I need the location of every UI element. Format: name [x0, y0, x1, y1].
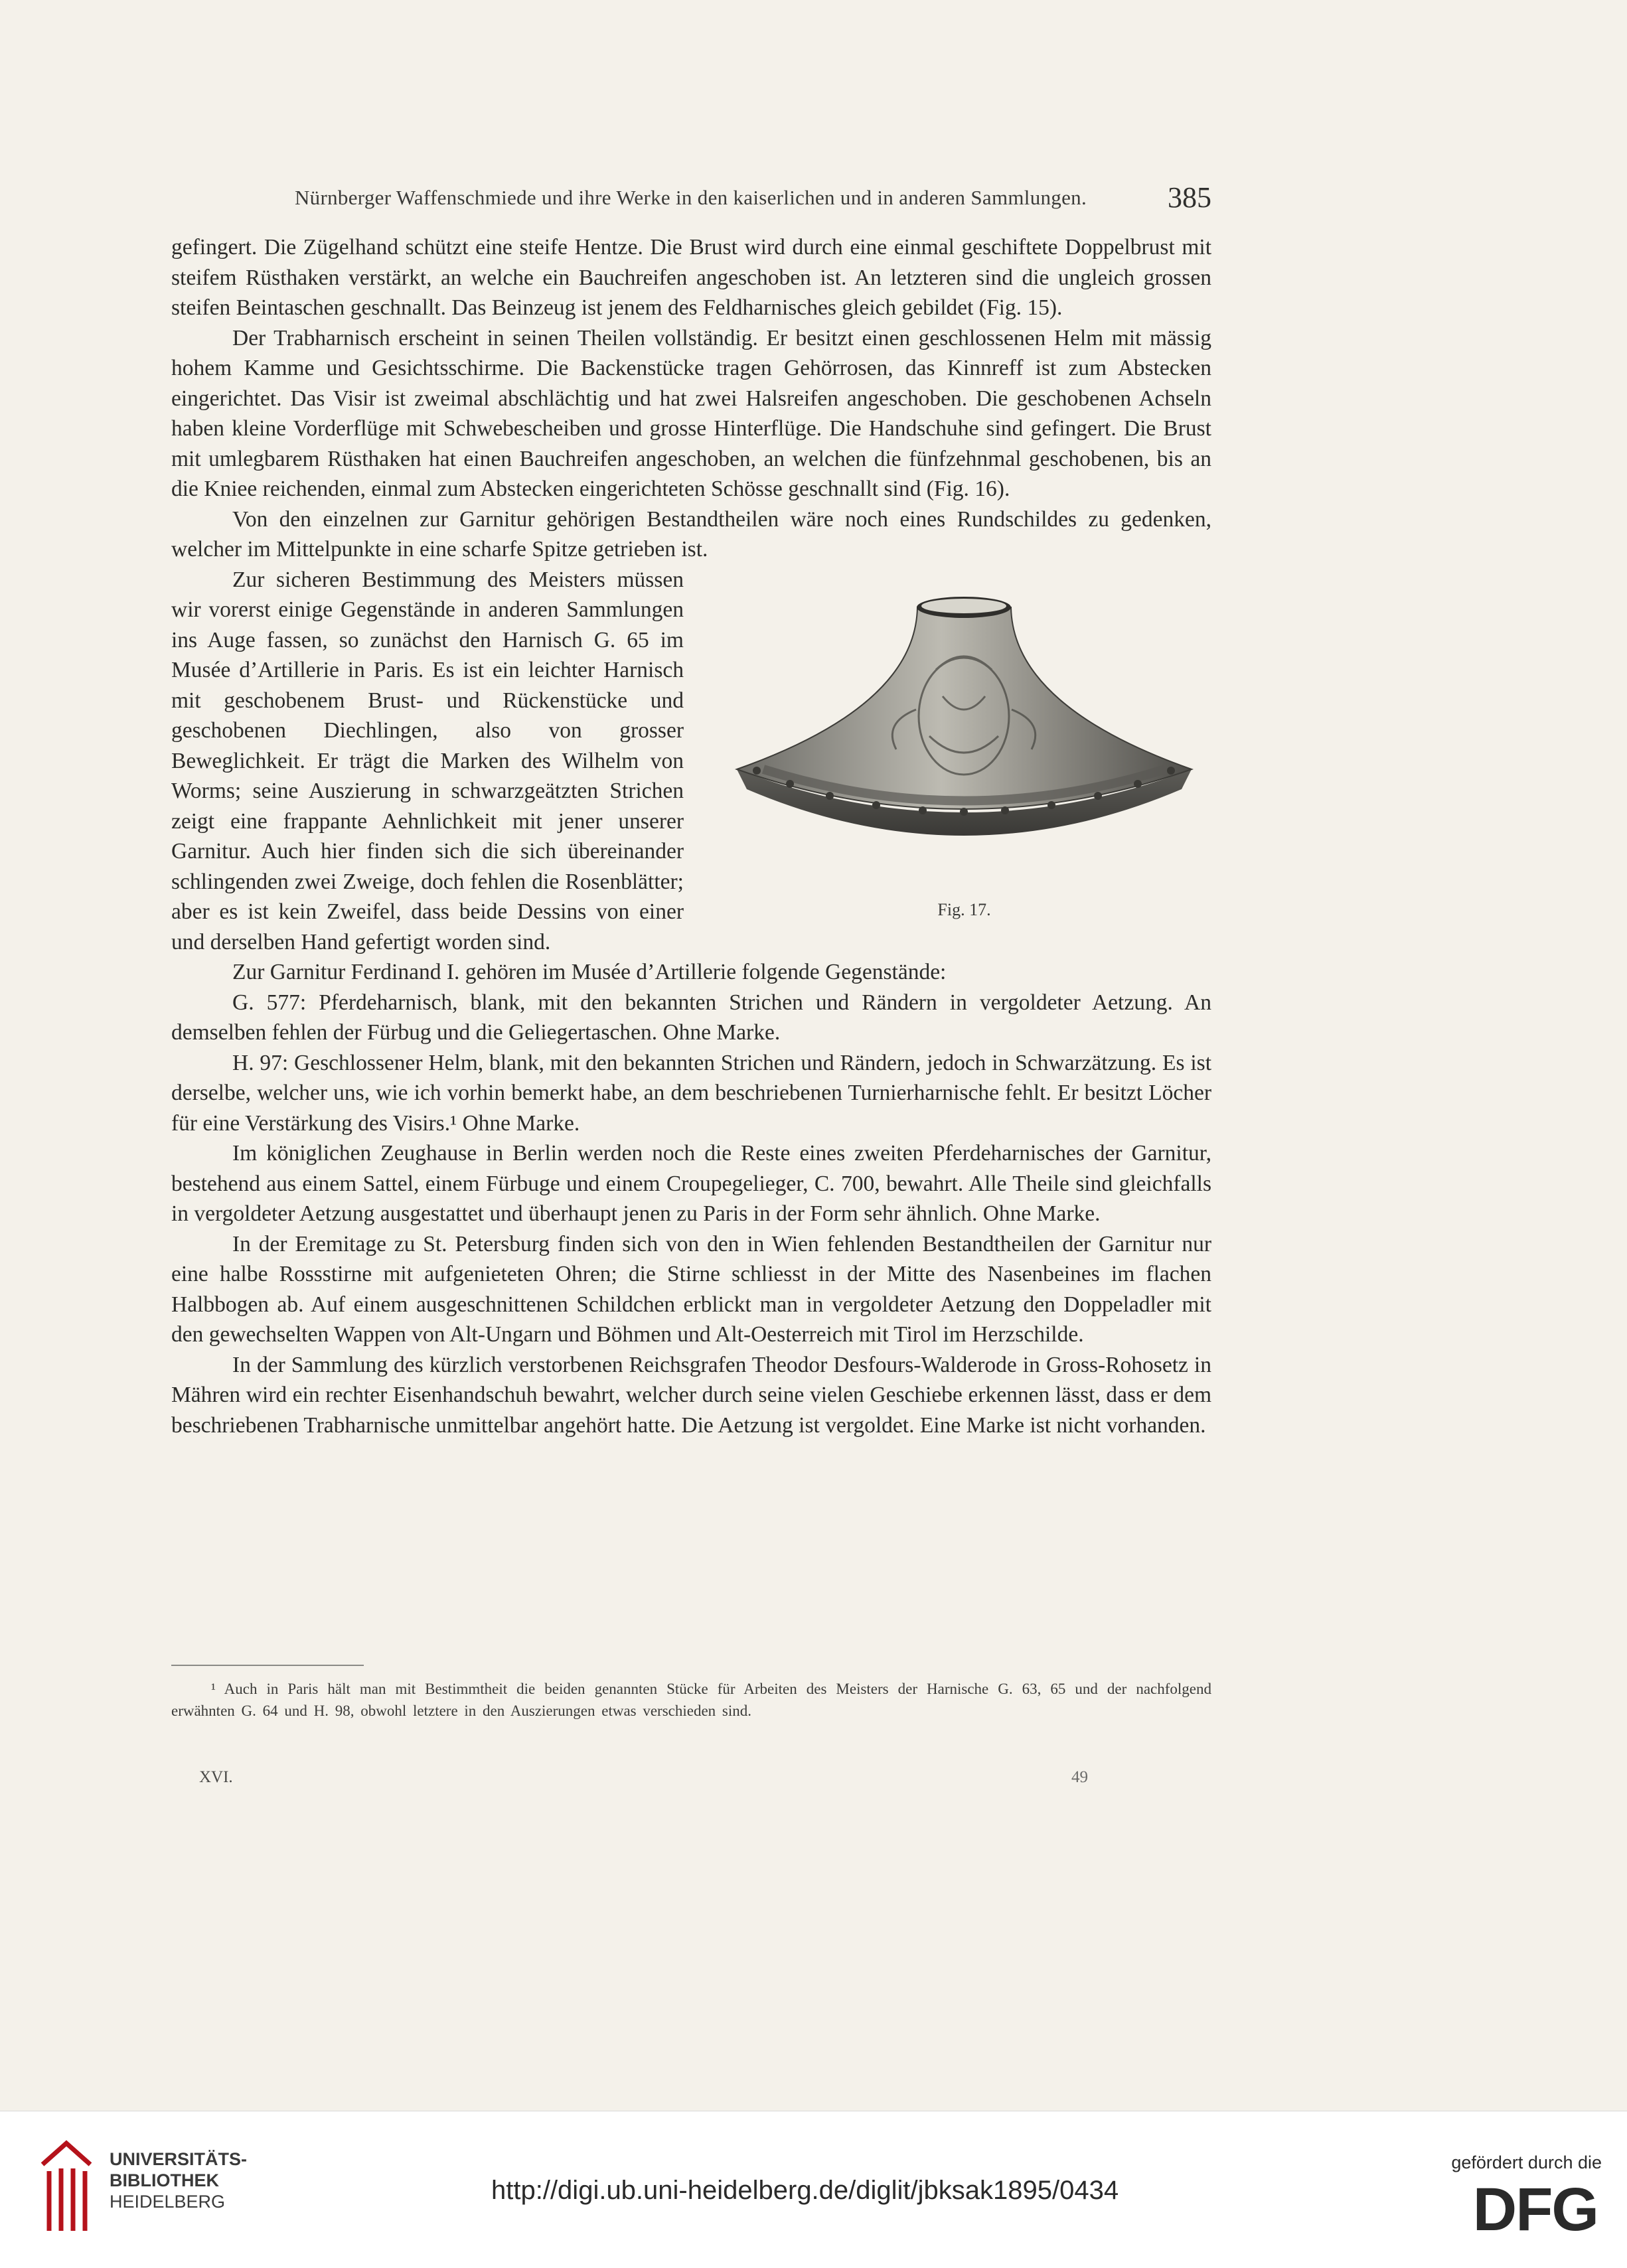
paragraph: gefingert. Die Zügelhand schützt eine steife Hentze. Die Brust wird durch eine einmal geschiftete Doppelbrust mit steifem Rüsthaken verstärkt, an welche ein Bauchreifen angeschoben ist. An letzteren sind die ungleich grossen steifen Beintaschen geschnallt. Das Beinzeug ist jenem des Feldharnisches gleich gebildet (Fig. 15). [171, 235, 1211, 320]
sheet-number: 49 [1071, 1768, 1088, 1786]
paragraph: Im königlichen Zeughause in Berlin werden noch die Reste eines zweiten Pferdeharnisches der Garnitur, bestehend aus einem Sattel, einem Fürbuge und einem Croupegelieger, C. 700, bewahrt. Alle Theile sind gleichfalls in vergoldeter Aetzung ausgestattet und überhaupt jenen zu Paris in der Form sehr ähnlich. Ohne Marke. [171, 1141, 1211, 1226]
dfg-logo[interactable]: DFG [1472, 2176, 1598, 2243]
paragraph: H. 97: Geschlossener Helm, blank, mit den bekannten Strichen und Rändern, jedoch in Schwarzätzung. Es ist derselbe, welcher uns, wie ich vorhin bemerkt habe, an dem beschriebenen Turnierharnische fehlt. Er besitzt Löcher für eine Verstärkung des Visirs.¹ Ohne Marke. [171, 1050, 1211, 1136]
running-title: Nürnberger Waffenschmiede und ihre Werke in den kaiserlichen und in anderen Sammlungen. [295, 186, 1087, 209]
page-header [171, 181, 1211, 220]
paragraph: Zur Garnitur Ferdinand I. gehören im Musée d’Artillerie folgende Gegenstände: [232, 960, 947, 984]
footnote-divider [171, 1665, 364, 1666]
paragraph: Von den einzelnen zur Garnitur gehörigen Bestandtheilen wäre noch eines Rundschildes zu gedenken, welcher im Mittelpunkte in eine scharfe Spitze getrieben ist. [171, 506, 1211, 562]
figure-caption: Fig. 17. [937, 900, 991, 919]
page-number: 385 [1168, 181, 1211, 214]
library-name[interactable] [110, 2149, 247, 2212]
footnote: ¹ Auch in Paris hält man mit Bestimmtheit die beiden genannten Stücke für Arbeiten des Meisters der Harnische G. 63, 65 und der nachfolgend erwähnten G. 64 und H. 98, obwohl letztere in den Auszierungen etwas verschieden sind. [171, 1681, 1211, 1719]
body-text [171, 232, 1211, 1440]
permalink-url[interactable]: http://digi.ub.uni-heidelberg.de/diglit/jbksak1895/0434 [491, 2176, 1119, 2205]
funding-label: gefördert durch die [1451, 2153, 1602, 2172]
paragraph: Der Trabharnisch erscheint in seinen Theilen vollständig. Er besitzt einen geschlossenen Helm mit mässig hohem Kamme und Gesichtsschirme. Die Backenstücke tragen Gehörrosen, das Kinnreff ist zum Abstecken eingerichtet. Das Visir ist zweimal abschlächtig und hat zwei Halsreifen angeschoben. Die geschobenen Achseln haben kleine Vorderflüge mit Schwebescheiben und grosse Hinterflüge. Die Handschuhe sind gefingert. Die Brust mit umlegbarem Rüsthaken hat einen Bauchreifen angeschoben, an welchen die fünfzehnmal geschobenen, bis an die Kniee reichenden, einmal zum Abstecken eingerichteten Schösse geschnallt sind (Fig. 16). [171, 325, 1211, 501]
viewer-footer [0, 2111, 1627, 2268]
library-name-line: UNIVERSITÄTS- [110, 2149, 248, 2169]
paragraph: G. 577: Pferdeharnisch, blank, mit den bekannten Strichen und Rändern in vergoldeter Aetzung. An demselben fehlen der Fürbug und die Geliegertaschen. Ohne Marke. [171, 990, 1211, 1045]
figure-17 [717, 570, 1211, 925]
signature-mark: XVI. [199, 1768, 233, 1786]
paragraph: In der Eremitage zu St. Petersburg finden sich von den in Wien fehlenden Bestandtheilen der Garnitur nur eine halbe Rossstirne mit aufgenieteten Ohren; die Stirne schliesst in der Mitte des Nasenbeines im flachen Halbbogen ab. Auf einem ausgeschnittenen Schildchen erblickt man in vergoldeter Aetzung den Doppeladler mit den gewechselten Wappen von Alt-Ungarn und Böhmen und Alt-Oesterreich mit Tirol im Herzschilde. [171, 1231, 1211, 1347]
library-name-line: BIBLIOTHEK [110, 2170, 219, 2190]
university-library-logo-icon[interactable] [35, 2138, 98, 2237]
paragraph: Zur sicheren Bestimmung des Meisters müssen wir vorerst einige Gegenstände in anderen Sammlungen ins Auge fassen, so zunächst den Harnisch G. 65 im Musée d’Artillerie in Paris. Es ist ein leichter Harnisch mit geschobenem Brust- und Rückenstücke und geschobenen Diechlingen, also von grosser Beweglichkeit. Er trägt die Marken des Wilhelm von Worms; seine Auszierung in schwarzgeätzten Strichen zeigt eine frappante Aehnlichkeit mit jener unserer Garnitur. Auch hier finden sich die sich übereinander schlingenden zwei Zweige, doch fehlen die Rosenblätter; aber es ist kein Zweifel, dass beide Dessins von einer und derselben Hand gefertigt worden sind. [171, 567, 684, 954]
paragraph: In der Sammlung des kürzlich verstorbenen Reichsgrafen Theodor Desfours-Walderode in Gross-Rohosetz in Mähren wird ein rechter Eisenhandschuh bewahrt, welcher durch seine vielen Geschiebe erkennen lässt, dass er dem beschriebenen Trabharnische unmittelbar angehört hatte. Die Aetzung ist vergoldet. Eine Marke ist nicht vorhanden. [171, 1352, 1211, 1438]
shield-illustration [717, 570, 1211, 889]
library-name-line: HEIDELBERG [110, 2192, 226, 2212]
